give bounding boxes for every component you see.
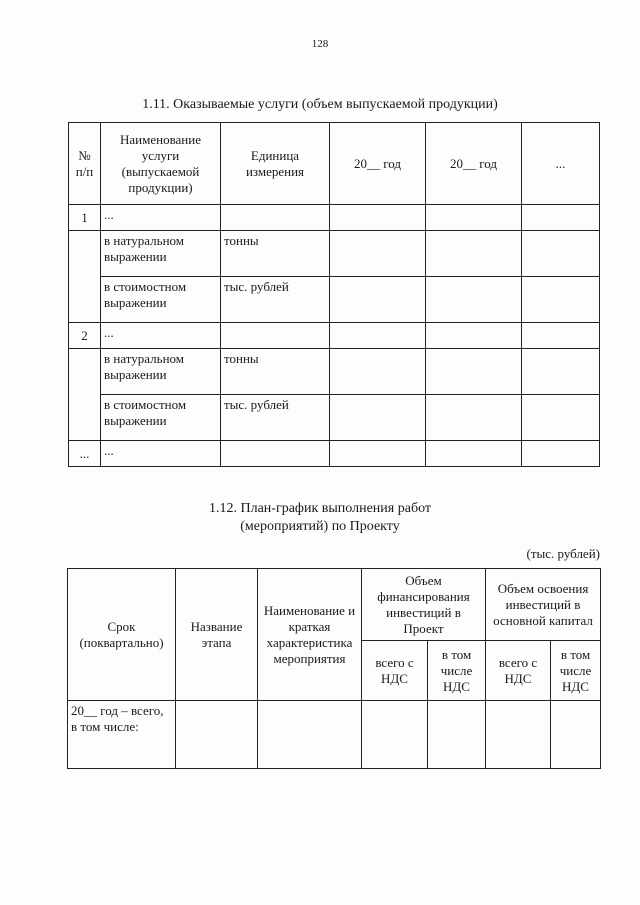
page-number: 128: [311, 38, 329, 50]
header-num: № п/п: [69, 123, 101, 205]
cell: [522, 205, 600, 231]
cell: [330, 323, 426, 349]
table-row: [69, 323, 600, 349]
row-name: в стоимостном выражении: [101, 395, 221, 441]
header-year-1: 20__ год: [330, 123, 426, 205]
cell: [330, 395, 426, 441]
table-row: [69, 395, 600, 441]
cell: [330, 231, 426, 277]
cell: [330, 277, 426, 323]
header-financing: Объем финансирования инвестиций в Проект: [362, 569, 486, 641]
section-12-title: [0, 500, 640, 536]
section-11-title: 1.11. Оказываемые услуги (объем выпускаемой продукции): [142, 97, 498, 112]
cell: [426, 441, 522, 467]
cell: [330, 349, 426, 395]
cell: [486, 701, 551, 769]
table-row: [69, 349, 600, 395]
cell: [176, 701, 258, 769]
header-development: Объем освоения инвестиций в основной капитал: [486, 569, 601, 641]
row-name: ...: [101, 205, 221, 231]
section-12-title-line-1: 1.12. План-график выполнения работ: [209, 501, 431, 516]
cell: [426, 277, 522, 323]
cell: [221, 205, 330, 231]
header-term: Срок (поквартально): [68, 569, 176, 701]
row-num: 2: [69, 323, 101, 349]
cell: [426, 395, 522, 441]
row-name: в стоимостном выражении: [101, 277, 221, 323]
services-table: [68, 122, 600, 467]
row-name: ...: [101, 323, 221, 349]
schedule-table: [67, 568, 601, 769]
cell: [221, 441, 330, 467]
header-year-2: 20__ год: [426, 123, 522, 205]
header-event: Наименование и краткая характеристика мероприятия: [258, 569, 362, 701]
row-name: ...: [101, 441, 221, 467]
header-service-name: Наименование услуги (выпускаемой продукции): [101, 123, 221, 205]
table-row: [69, 231, 600, 277]
cell: [330, 205, 426, 231]
row-unit: тыс. рублей: [221, 395, 330, 441]
header-incl-vat-2: в том числе НДС: [551, 641, 601, 701]
cell: [426, 231, 522, 277]
cell: [221, 323, 330, 349]
header-stage: Название этапа: [176, 569, 258, 701]
table-header-row: [69, 123, 600, 205]
row-num: [69, 349, 101, 441]
table-row: [69, 277, 600, 323]
table-row: [69, 205, 600, 231]
header-total-vat-2: всего с НДС: [486, 641, 551, 701]
row-unit: тонны: [221, 349, 330, 395]
row-num: ...: [69, 441, 101, 467]
row-unit: тыс. рублей: [221, 277, 330, 323]
table-row: [68, 701, 601, 769]
row-num: 1: [69, 205, 101, 231]
cell: [426, 323, 522, 349]
units-note: (тыс. рублей): [526, 546, 600, 561]
cell: [522, 231, 600, 277]
cell: [522, 349, 600, 395]
cell: [522, 277, 600, 323]
cell: [330, 441, 426, 467]
row-unit: тонны: [221, 231, 330, 277]
cell: [362, 701, 428, 769]
header-unit: Единица измерения: [221, 123, 330, 205]
header-more: ...: [522, 123, 600, 205]
cell: [258, 701, 362, 769]
table-row: [69, 441, 600, 467]
cell: [426, 349, 522, 395]
row-term: 20__ год – всего, в том числе:: [68, 701, 176, 769]
row-name: в натуральном выражении: [101, 349, 221, 395]
section-12-title-line-2: (мероприятий) по Проекту: [240, 519, 400, 534]
cell: [522, 323, 600, 349]
cell: [551, 701, 601, 769]
header-incl-vat-1: в том числе НДС: [428, 641, 486, 701]
row-num: [69, 231, 101, 323]
table-header-row: [68, 569, 601, 641]
cell: [426, 205, 522, 231]
cell: [522, 441, 600, 467]
row-name: в натуральном выражении: [101, 231, 221, 277]
cell: [428, 701, 486, 769]
cell: [522, 395, 600, 441]
header-total-vat-1: всего с НДС: [362, 641, 428, 701]
